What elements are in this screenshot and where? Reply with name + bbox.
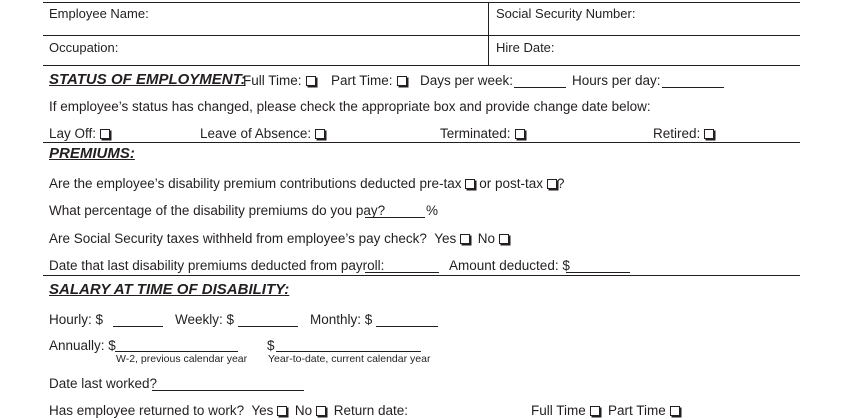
occupation-label: Occupation: — [49, 40, 119, 55]
retired-label: Retired: — [653, 126, 701, 141]
leave-of-absence-checkbox[interactable] — [315, 129, 325, 139]
question-mark: ? — [557, 176, 565, 191]
part-time-checkbox[interactable] — [397, 76, 407, 86]
percent-sign: % — [426, 203, 439, 218]
date-last-worked-field[interactable] — [152, 390, 304, 391]
posttax-label: or post-tax — [479, 176, 544, 191]
social-security-question — [49, 231, 509, 246]
status-change-instruction: If employee’s status has changed, please check the appropriate box and provide change date below: — [49, 99, 651, 114]
return-part-time-option[interactable] — [608, 403, 680, 418]
hours-per-day-field[interactable] — [662, 87, 724, 88]
days-per-week-field[interactable] — [514, 87, 566, 88]
monthly-label: Monthly: $ — [310, 312, 373, 327]
percentage-question: What percentage of the disability premiums do you pay? — [49, 203, 386, 218]
amount-deducted-field[interactable] — [566, 272, 630, 273]
pretax-question-text: Are the employee’s disability premium contributions deducted pre-tax — [49, 176, 462, 191]
full-time-label: Full Time: — [243, 73, 302, 88]
field-divider-bottom — [43, 65, 800, 66]
employee-name-label: Employee Name: — [49, 6, 149, 21]
w2-caption: W-2, previous calendar year — [116, 353, 248, 365]
annually-label: Annually: $ — [49, 338, 116, 353]
return-part-time-checkbox[interactable] — [670, 406, 680, 416]
last-deduction-label: Date that last disability premiums deducted from payroll: — [49, 258, 385, 273]
pretax-checkbox[interactable] — [465, 179, 475, 189]
section-divider-premiums — [43, 142, 800, 143]
top-border — [43, 2, 800, 3]
weekly-label: Weekly: $ — [175, 312, 235, 327]
ss-no-checkbox[interactable] — [499, 234, 509, 244]
percentage-field[interactable] — [365, 217, 425, 218]
returned-question-text: Has employee returned to work? — [49, 403, 245, 418]
terminated-option[interactable] — [440, 126, 525, 141]
social-security-question-text: Are Social Security taxes withheld from employee’s pay check? — [49, 231, 427, 246]
return-date-label: Return date: — [333, 403, 408, 418]
amount-deducted-label: Amount deducted: $ — [449, 258, 570, 273]
full-time-checkbox[interactable] — [306, 76, 316, 86]
salary-heading: SALARY AT TIME OF DISABILITY: — [49, 281, 290, 298]
ss-yes-checkbox[interactable] — [460, 234, 470, 244]
hourly-field[interactable] — [113, 326, 163, 327]
returned-yes-label: Yes — [251, 403, 274, 418]
returned-yes-checkbox[interactable] — [277, 406, 287, 416]
part-time-label: Part Time: — [331, 73, 393, 88]
section-divider-salary — [43, 275, 800, 276]
status-heading: STATUS OF EMPLOYMENT: — [49, 71, 246, 88]
ytd-caption: Year-to-date, current calendar year — [268, 353, 431, 365]
part-time-option[interactable] — [331, 73, 407, 88]
lay-off-checkbox[interactable] — [100, 129, 110, 139]
return-full-time-checkbox[interactable] — [590, 406, 600, 416]
returned-no-checkbox[interactable] — [316, 406, 326, 416]
ytd-dollar-sign: $ — [267, 338, 275, 353]
return-part-time-label: Part Time — [608, 403, 666, 418]
terminated-checkbox[interactable] — [515, 129, 525, 139]
leave-of-absence-label: Leave of Absence: — [200, 126, 312, 141]
hire-date-label: Hire Date: — [496, 40, 555, 55]
terminated-label: Terminated: — [440, 126, 511, 141]
retired-option[interactable] — [653, 126, 714, 141]
annual-ytd-field[interactable] — [276, 351, 421, 352]
ss-no-label: No — [477, 231, 496, 246]
returned-to-work-question — [49, 403, 408, 418]
ss-yes-label: Yes — [434, 231, 457, 246]
monthly-field[interactable] — [376, 326, 438, 327]
weekly-field[interactable] — [238, 326, 298, 327]
hourly-label: Hourly: $ — [49, 312, 104, 327]
date-last-worked-label: Date last worked? — [49, 376, 158, 391]
ssn-label: Social Security Number: — [496, 6, 636, 21]
full-time-option[interactable] — [243, 73, 316, 88]
leave-of-absence-option[interactable] — [200, 126, 325, 141]
lay-off-label: Lay Off: — [49, 126, 97, 141]
premiums-heading: PREMIUMS: — [49, 145, 135, 162]
last-deduction-date-field[interactable] — [365, 272, 439, 273]
hours-per-day-label: Hours per day: — [572, 73, 661, 88]
days-per-week-label: Days per week: — [420, 73, 514, 88]
field-divider — [43, 35, 800, 36]
posttax-checkbox[interactable] — [547, 179, 557, 189]
return-full-time-option[interactable] — [531, 403, 600, 418]
annual-w2-field[interactable] — [115, 351, 238, 352]
pretax-question — [49, 176, 565, 191]
retired-checkbox[interactable] — [704, 129, 714, 139]
returned-no-label: No — [294, 403, 313, 418]
lay-off-option[interactable] — [49, 126, 110, 141]
return-full-time-label: Full Time — [531, 403, 586, 418]
grid-divider — [488, 2, 489, 65]
